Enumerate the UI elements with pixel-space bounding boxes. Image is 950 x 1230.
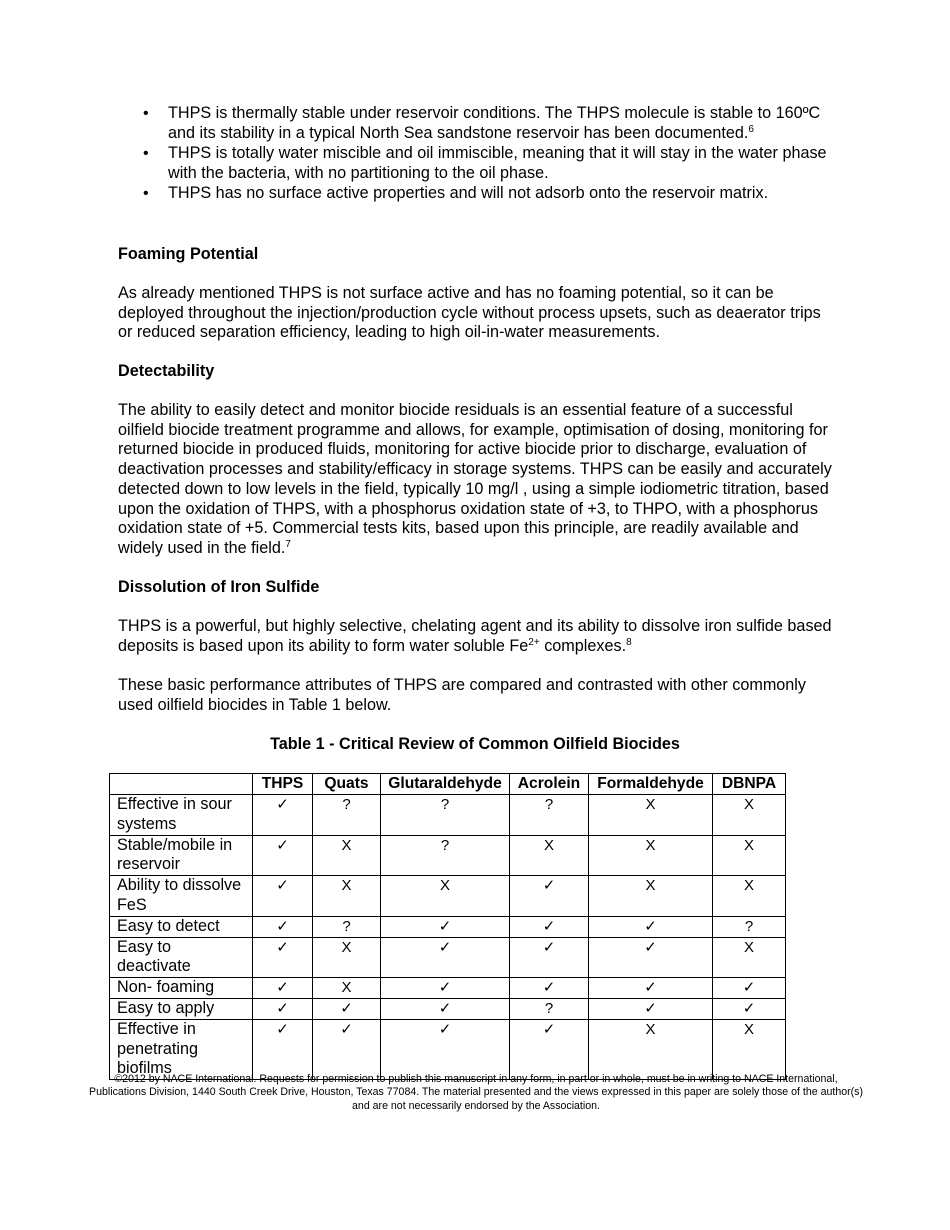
- paragraph-text: THPS is a powerful, but highly selective, chelating agent and its ability to dissolve iron sulfide based deposits is based upon its ability to form water soluble Fe: [118, 617, 832, 655]
- table-cell: ?: [713, 916, 786, 937]
- table-cell: ✓: [313, 998, 381, 1019]
- table-cell: X: [713, 1019, 786, 1079]
- paragraph-foaming: As already mentioned THPS is not surface active and has no foaming potential, so it can be deployed throughout the injection/production cycle without process upsets, such as deaerator trips or reduced separation efficiency, leading to high oil-in-water measurements.: [118, 284, 821, 342]
- row-label: Effective in sour systems: [110, 795, 253, 836]
- table-cell: ✓: [253, 795, 313, 836]
- table-cell: ✓: [589, 998, 713, 1019]
- bullet-glyph: •: [143, 185, 149, 203]
- table-cell: ✓: [253, 937, 313, 978]
- table-row: [110, 835, 786, 876]
- paragraph-text: complexes.: [539, 636, 627, 655]
- table-cell: ✓: [253, 876, 313, 917]
- bullet-glyph: •: [143, 105, 149, 122]
- table-cell: ✓: [381, 998, 510, 1019]
- table-cell: X: [381, 876, 510, 917]
- table-cell: ✓: [510, 937, 589, 978]
- table-row: [110, 998, 786, 1019]
- table-cell: ?: [313, 916, 381, 937]
- bullet-item: [118, 144, 828, 184]
- bullet-item: [118, 104, 828, 144]
- bullet-list: [118, 104, 828, 204]
- table-cell: X: [713, 937, 786, 978]
- bullet-text: THPS is thermally stable under reservoir conditions. The THPS molecule is stable to 160ºC and its stability in a typical North Sea sandstone reservoir has been documented.: [168, 104, 821, 142]
- table-cell: X: [313, 876, 381, 917]
- table-cell: ✓: [253, 978, 313, 999]
- biocide-comparison-table: [109, 773, 786, 1080]
- column-header: Glutaraldehyde: [381, 774, 510, 795]
- table-cell: ✓: [713, 978, 786, 999]
- reference-superscript: 6: [748, 123, 754, 135]
- reference-superscript: 8: [626, 636, 632, 648]
- table-cell: X: [713, 795, 786, 836]
- table-row: [110, 937, 786, 978]
- table-cell: ✓: [253, 916, 313, 937]
- table-corner-cell: [110, 774, 253, 795]
- table-cell: ✓: [589, 916, 713, 937]
- table-cell: X: [510, 835, 589, 876]
- row-label: Easy to detect: [110, 916, 253, 937]
- row-label: Easy to apply: [110, 998, 253, 1019]
- column-header: Quats: [313, 774, 381, 795]
- table-cell: ✓: [510, 1019, 589, 1079]
- table-cell: ✓: [381, 916, 510, 937]
- paragraph-summary: These basic performance attributes of THPS are compared and contrasted with other commonly used oilfield biocides in Table 1 below.: [118, 676, 807, 714]
- paragraph-iron-sulfide: [118, 617, 838, 656]
- copyright-footer: ©2012 by NACE International. Requests for permission to publish this manuscript in any form, in part or in whole, must be in writing to NACE International, Publications Division, 1440 South Creek Drive, Houston, Texas 77084. The material presented and the views expressed in this paper are solely those of the author(s) and are not necessarily endorsed by the Association.: [89, 1073, 863, 1112]
- table-cell: X: [313, 835, 381, 876]
- section-heading-foaming: Foaming Potential: [118, 245, 259, 263]
- table-cell: ✓: [381, 937, 510, 978]
- table-cell: ✓: [253, 1019, 313, 1079]
- table-cell: ✓: [381, 1019, 510, 1079]
- table-cell: ✓: [313, 1019, 381, 1079]
- table-cell: ✓: [253, 998, 313, 1019]
- table-cell: ✓: [589, 937, 713, 978]
- table-cell: ✓: [589, 978, 713, 999]
- column-header: THPS: [253, 774, 313, 795]
- bullet-text: THPS is totally water miscible and oil immiscible, meaning that it will stay in the water phase with the bacteria, with no partitioning to the oil phase.: [168, 144, 827, 182]
- table-row: [110, 795, 786, 836]
- table-cell: X: [589, 835, 713, 876]
- table-cell: ✓: [510, 978, 589, 999]
- paragraph-text: The ability to easily detect and monitor biocide residuals is an essential feature of a successful oilfield biocide treatment programme and allows, for example, optimisation of dosing, monitoring for returned biocide in produced fluids, monitoring for active biocide prior to discharge, evaluation of deactivation processes and stability/efficacy in storage systems. THPS can be easily and accurately detected down to low levels in the field, typically 10 mg/l , using a simple iodiometric titration, based upon the oxidation of THPS, with a phosphorus oxidation state of +3, to THPO, with a phosphorus oxidation state of +5. Commercial tests kits, based upon this principle, are readily available and widely used in the field.: [118, 401, 832, 557]
- table-cell: X: [589, 795, 713, 836]
- table-cell: X: [589, 876, 713, 917]
- table-cell: ✓: [381, 978, 510, 999]
- table-cell: ?: [381, 835, 510, 876]
- table-header-row: [110, 774, 786, 795]
- section-heading-iron-sulfide: Dissolution of Iron Sulfide: [118, 578, 320, 596]
- table-cell: X: [313, 978, 381, 999]
- table-cell: ?: [510, 795, 589, 836]
- row-label: Easy to deactivate: [110, 937, 253, 978]
- table-row: [110, 876, 786, 917]
- table-cell: ✓: [510, 876, 589, 917]
- row-label: Stable/mobile in reservoir: [110, 835, 253, 876]
- table-cell: ✓: [253, 835, 313, 876]
- table-cell: ?: [381, 795, 510, 836]
- table-row: [110, 1019, 786, 1079]
- column-header: DBNPA: [713, 774, 786, 795]
- table-cell: X: [713, 835, 786, 876]
- table-row: [110, 978, 786, 999]
- row-label: Effective in penetrating biofilms: [110, 1019, 253, 1079]
- bullet-glyph: •: [143, 145, 149, 163]
- paragraph-detectability: [118, 401, 838, 559]
- row-label: Ability to dissolve FeS: [110, 876, 253, 917]
- table-row: [110, 916, 786, 937]
- table-cell: ✓: [713, 998, 786, 1019]
- table-cell: X: [713, 876, 786, 917]
- section-heading-detectability: Detectability: [118, 362, 215, 380]
- reference-superscript: 7: [285, 538, 291, 550]
- table-caption: Table 1 - Critical Review of Common Oilfield Biocides: [270, 735, 680, 753]
- bullet-item: [118, 184, 828, 204]
- table-cell: X: [313, 937, 381, 978]
- column-header: Acrolein: [510, 774, 589, 795]
- row-label: Non- foaming: [110, 978, 253, 999]
- table-cell: ?: [313, 795, 381, 836]
- charge-superscript: 2+: [528, 636, 540, 648]
- table-cell: ✓: [510, 916, 589, 937]
- bullet-text: THPS has no surface active properties and will not adsorb onto the reservoir matrix.: [168, 184, 769, 203]
- column-header: Formaldehyde: [589, 774, 713, 795]
- table-cell: X: [589, 1019, 713, 1079]
- table-cell: ?: [510, 998, 589, 1019]
